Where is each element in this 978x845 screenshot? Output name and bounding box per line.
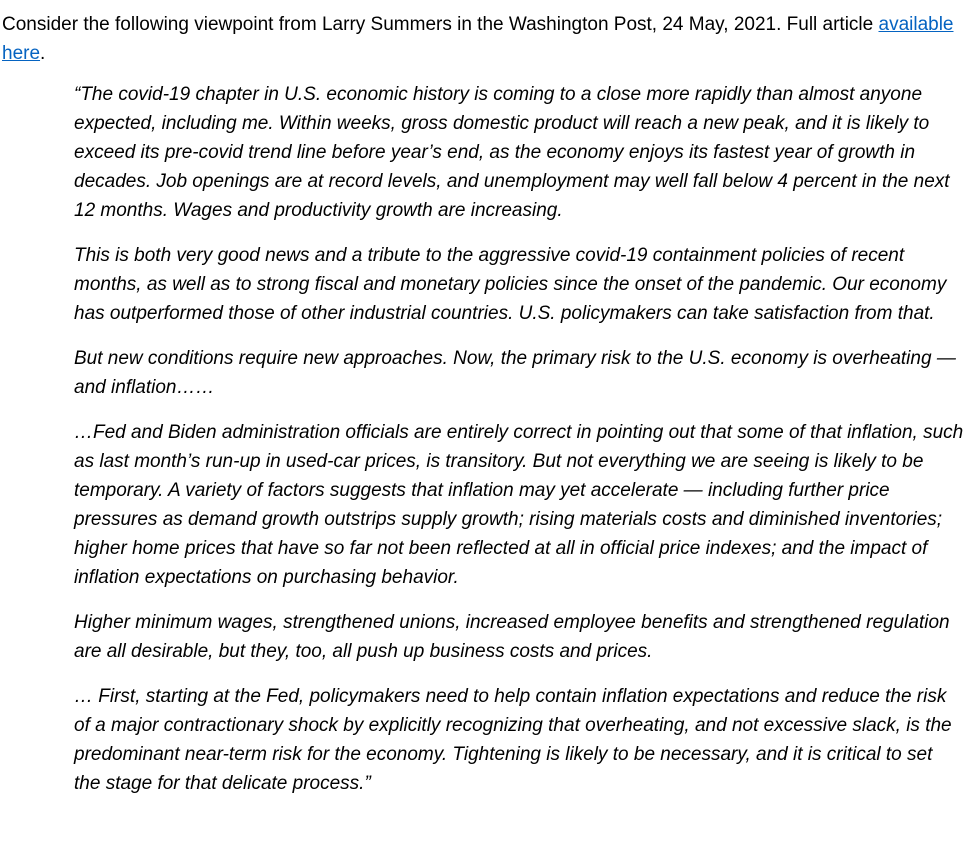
article-link[interactable]: available here — [2, 14, 954, 64]
quote-paragraph-1: “The covid-19 chapter in U.S. economic history is coming to a close more rapidly than almost anyone expected, including me. Within weeks, gross domestic product will reach a new peak, and it is likely to exceed its pre-covid trend line before year’s end, as the economy enjoys its fastest year of growth in decades. Job openings are at record levels, and unemployment may well fall below 4 percent in the next 12 months. Wages and productivity growth are increasing. — [74, 84, 950, 221]
intro-period: . — [40, 43, 46, 64]
intro-text: Consider the following viewpoint from Larry Summers in the Washington Post, 24 May, 2021. Full article — [2, 14, 874, 35]
quote-paragraph-4: …Fed and Biden administration officials are entirely correct in pointing out that some of that inflation, such as last month’s run-up in used-car prices, is transitory. But not everything we are seeing is likely to be temporary. A variety of factors suggests that inflation may yet accelerate — including further price pressures as demand growth outstrips supply growth; rising materials costs and diminished inventories; higher home prices that have so far not been reflected at all in official price indexes; and the impact of inflation expectations on purchasing behavior. — [74, 422, 964, 588]
quote-paragraph-5: Higher minimum wages, strengthened unions, increased employee benefits and strengthened regulation are all desirable, but they, too, all push up business costs and prices. — [74, 612, 950, 662]
intro-paragraph — [2, 10, 970, 68]
quote-paragraph-6: … First, starting at the Fed, policymakers need to help contain inflation expectations and reduce the risk of a major contractionary shock by explicitly recognizing that overheating, and not excessive slack, is the predominant near-term risk for the economy. Tightening is likely to be necessary, and it is critical to set the stage for that delicate process.” — [74, 686, 952, 794]
quote-paragraph-3: But new conditions require new approaches. Now, the primary risk to the U.S. economy is overheating — and inflation…… — [74, 348, 956, 398]
summers-quote — [74, 80, 964, 798]
quote-paragraph-2: This is both very good news and a tribute to the aggressive covid-19 containment policies of recent months, as well as to strong fiscal and monetary policies since the onset of the pandemic. Our economy has outperformed those of other industrial countries. U.S. policymakers can take satisfaction from that. — [74, 245, 947, 324]
